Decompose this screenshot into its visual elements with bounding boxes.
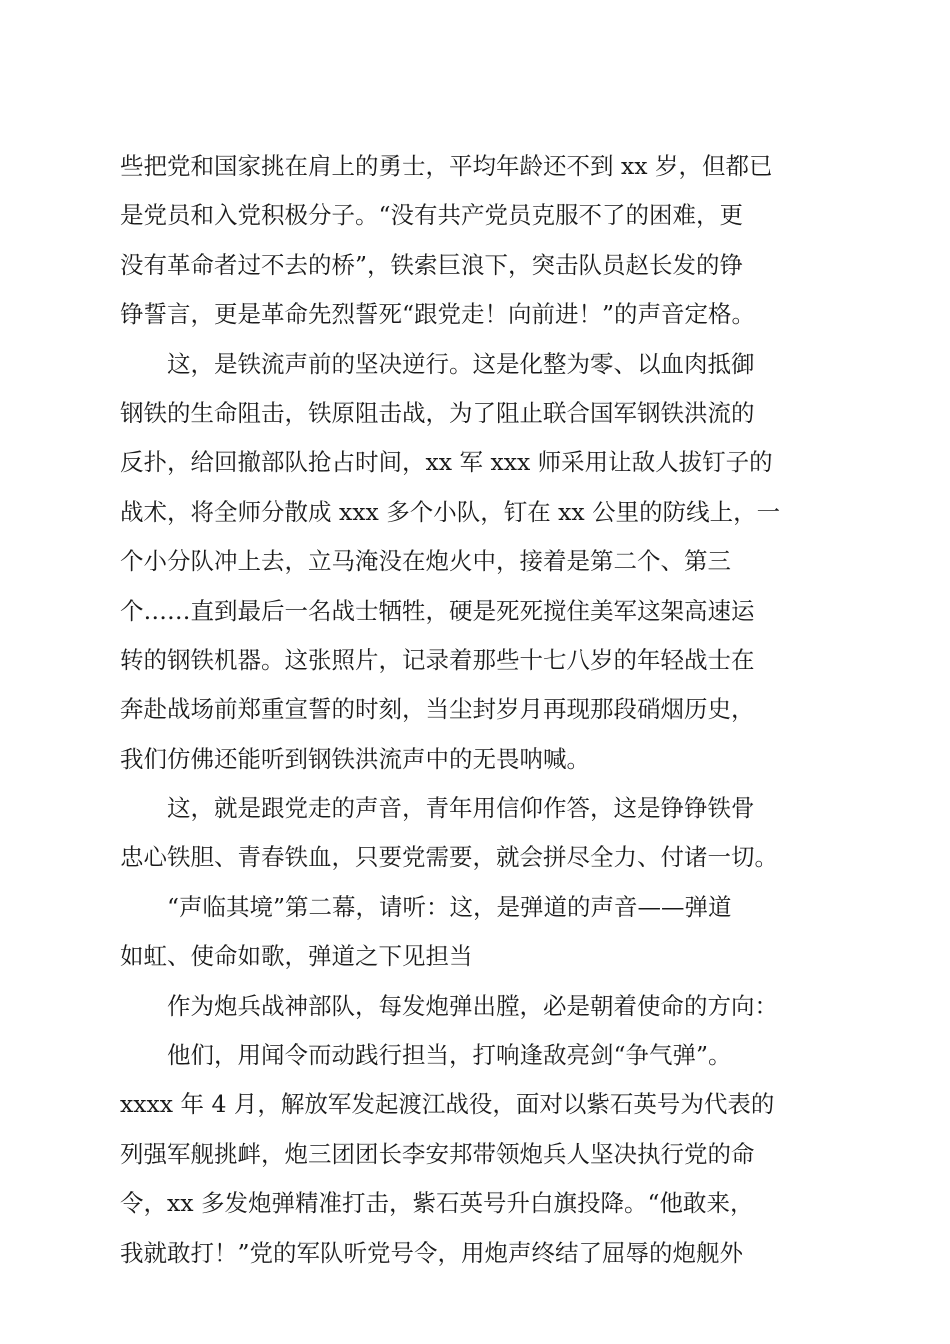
text-line: 我就敢打！”党的军队听党号令，用炮声终结了屈辱的炮舰外 (120, 1238, 744, 1267)
text-line: “声临其境”第二幕，请听：这，是弹道的声音——弹道 (167, 892, 732, 921)
text-line: 作为炮兵战神部队，每发炮弹出膛，必是朝着使命的方向： (167, 991, 778, 1020)
text-line: 这，是铁流声前的坚决逆行。这是化整为零、以血肉抵御 (167, 349, 755, 378)
text-line: 转的钢铁机器。这张照片，记录着那些十七八岁的年轻战士在 (120, 645, 755, 674)
text-line: 没有革命者过不去的桥”，铁索巨浪下，突击队员赵长发的铮 (120, 250, 744, 279)
text-line: 我们仿佛还能听到钢铁洪流声中的无畏呐喊。 (120, 744, 590, 773)
text-line: 他们，用闻令而动践行担当，打响逢敌亮剑“争气弹”。 (167, 1041, 732, 1070)
text-line: 忠心铁胆、青春铁血，只要党需要，就会拼尽全力、付诸一切。 (120, 843, 778, 872)
text-line: 如虹、使命如歌，弹道之下见担当 (120, 942, 473, 971)
text-line: 铮誓言，更是革命先烈誓死“跟党走！向前进！”的声音定格。 (120, 300, 756, 329)
body-text (120, 142, 830, 1278)
text-line: 列强军舰挑衅，炮三团团长李安邦带领炮兵人坚决执行党的命 (120, 1139, 755, 1168)
text-line: 这，就是跟党走的声音，青年用信仰作答，这是铮铮铁骨 (167, 794, 755, 823)
text-line: 个小分队冲上去，立马淹没在炮火中，接着是第二个、第三 (120, 547, 731, 576)
text-line: 个……直到最后一名战士牺牲，硬是死死搅住美军这架高速运 (120, 596, 755, 625)
text-line: 反扑，给回撤部队抢占时间，xx 军 xxx 师采用让敌人拔钉子的 (120, 448, 773, 477)
text-line: 是党员和入党积极分子。“没有共产党员克服不了的困难，更 (120, 201, 744, 230)
text-line: xxxx 年 4 月，解放军发起渡江战役，面对以紫石英号为代表的 (120, 1090, 775, 1119)
text-line: 战术，将全师分散成 xxx 多个小队，钉在 xx 公里的防线上，一 (120, 497, 781, 526)
text-line: 令，xx 多发炮弹精准打击，紫石英号升白旗投降。“他敢来， (120, 1189, 754, 1218)
text-line: 奔赴战场前郑重宣誓的时刻，当尘封岁月再现那段硝烟历史， (120, 695, 755, 724)
text-line: 钢铁的生命阻击，铁原阻击战，为了阻止联合国军钢铁洪流的 (120, 398, 755, 427)
text-line: 些把党和国家挑在肩上的勇士，平均年龄还不到 xx 岁，但都已 (120, 152, 773, 180)
